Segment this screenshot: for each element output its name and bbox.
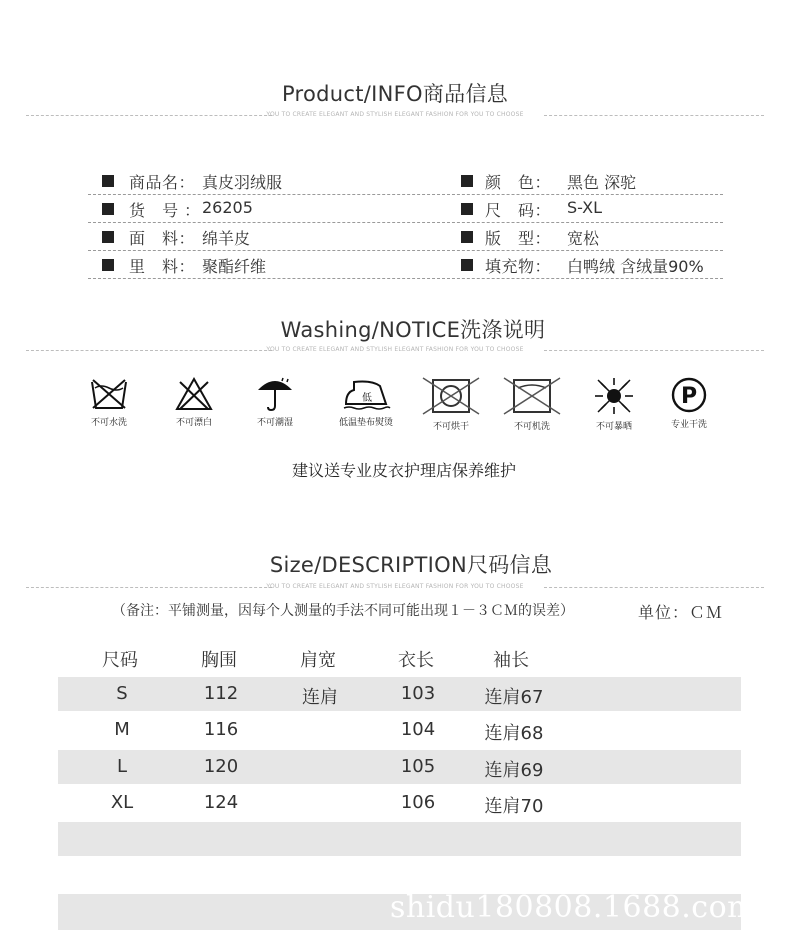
- info-value: 26205: [202, 198, 253, 217]
- washing-title: Washing/NOTICE洗涤说明: [280, 318, 546, 342]
- no-bleach-icon: 不可漂白: [159, 376, 229, 436]
- professional-dry-clean-icon: P 专业干洗: [654, 376, 724, 436]
- bullet-square-icon: [461, 231, 473, 243]
- size-title: Size/DESCRIPTION尺码信息: [269, 553, 553, 577]
- product-info-title: Product/INFO商品信息: [281, 82, 509, 106]
- info-row-fit: 版 型： 宽松: [447, 223, 723, 251]
- info-value: 聚酯纤维: [202, 257, 267, 276]
- svg-text:P: P: [680, 384, 698, 409]
- unit-label: 单位：ＣＭ: [638, 603, 724, 622]
- col-header-shoulder: 肩宽: [300, 650, 336, 671]
- size-subtitle: YOU TO CREATE ELEGANT AND STYLISH ELEGANT FASHION FOR YOU TO CHOOSE: [26, 581, 764, 593]
- svg-text:低: 低: [362, 393, 372, 404]
- care-notice: 建议送专业皮衣护理店保养维护: [291, 461, 516, 480]
- no-wash-icon: 不可水洗: [74, 376, 144, 436]
- bullet-square-icon: [102, 231, 114, 243]
- info-value: S-XL: [567, 198, 603, 217]
- product-info-subtitle: YOU TO CREATE ELEGANT AND STYLISH ELEGANT FASHION FOR YOU TO CHOOSE: [26, 109, 764, 121]
- info-value: 宽松: [567, 229, 600, 248]
- bullet-square-icon: [461, 203, 473, 215]
- col-header-size: 尺码: [102, 650, 138, 671]
- no-wet-icon: 不可潮湿: [240, 376, 310, 436]
- info-value: 真皮羽绒服: [202, 173, 283, 192]
- info-row-sku: 货 号： 26205: [88, 195, 450, 223]
- washing-subtitle: YOU TO CREATE ELEGANT AND STYLISH ELEGANT FASHION FOR YOU TO CHOOSE: [26, 344, 764, 356]
- info-value: 绵羊皮: [202, 229, 251, 248]
- info-row-lining: 里 料： 聚酯纤维: [88, 251, 450, 279]
- no-sun-icon: 不可暴晒: [579, 376, 649, 436]
- iron-low-icon: 低 低温垫布熨烫: [328, 376, 404, 436]
- bullet-square-icon: [461, 259, 473, 271]
- table-stripe: [58, 822, 741, 856]
- info-row-name: 商品名： 真皮羽绒服: [88, 167, 450, 195]
- info-row-filling: 填充物： 白鸭绒 含绒量90%: [447, 251, 723, 279]
- watermark: shidu180808.1688.com: [390, 890, 757, 925]
- measurement-note: （备注：平铺测量，因每个人测量的手法不同可能出现１－３ＣＭ的误差）: [112, 603, 574, 619]
- bullet-square-icon: [461, 175, 473, 187]
- info-row-fabric: 面 料： 绵羊皮: [88, 223, 450, 251]
- info-value: 白鸭绒 含绒量90%: [567, 257, 704, 276]
- col-header-sleeve: 袖长: [493, 650, 529, 671]
- col-header-length: 衣长: [398, 650, 434, 671]
- col-header-chest: 胸围: [201, 650, 237, 671]
- no-machine-wash-icon: 不可机洗: [497, 376, 567, 436]
- info-row-color: 颜 色： 黑色 深驼: [447, 167, 723, 195]
- info-row-size: 尺 码： S-XL: [447, 195, 723, 223]
- info-value: 黑色 深驼: [567, 173, 637, 192]
- bullet-square-icon: [102, 259, 114, 271]
- bullet-square-icon: [102, 203, 114, 215]
- no-tumble-dry-icon: 不可烘干: [416, 376, 486, 436]
- bullet-square-icon: [102, 175, 114, 187]
